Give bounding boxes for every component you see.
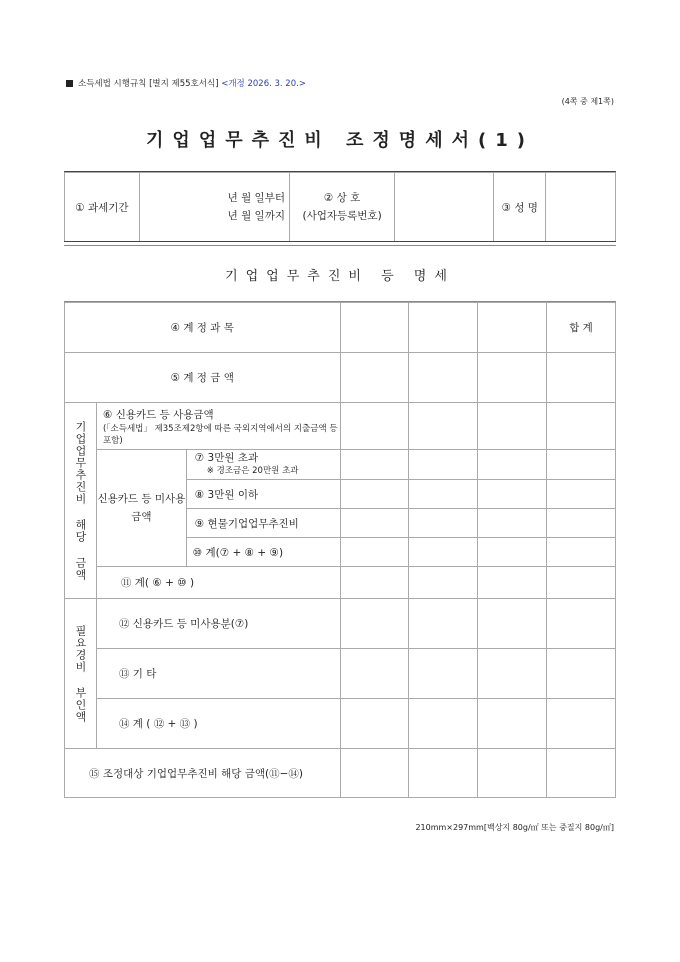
total-14-label: ⑭ 계 ( ⑫ + ⑬ ) xyxy=(96,699,340,749)
other-label: ⑬ 기 타 xyxy=(96,649,340,699)
cell[interactable] xyxy=(409,480,478,509)
cell[interactable] xyxy=(409,749,478,798)
cell[interactable] xyxy=(547,749,616,798)
details-title: 기업업무추진비 등 명세 xyxy=(225,269,455,284)
details-table xyxy=(64,302,616,798)
cell[interactable] xyxy=(478,599,547,649)
card-usage-label: ⑥ 신용카드 등 사용금액 (「소득세법」 제35조제2항에 따른 국외지역에서의 지출금액 등 포함) xyxy=(96,403,340,450)
side-label-disallowed: 필요경비 부인액 xyxy=(65,599,97,749)
cell[interactable] xyxy=(340,699,409,749)
trade-name-field[interactable] xyxy=(395,173,494,242)
in-kind-label: ⑨ 현물기업업무추진비 xyxy=(186,509,340,538)
cell[interactable] xyxy=(547,699,616,749)
cell[interactable] xyxy=(547,403,616,450)
cell[interactable] xyxy=(340,303,409,353)
revision-date: <개정 2026. 3. 20.> xyxy=(221,79,306,89)
cell[interactable] xyxy=(340,450,409,480)
cell[interactable] xyxy=(478,699,547,749)
cell[interactable] xyxy=(478,509,547,538)
info-table xyxy=(64,172,616,242)
cell[interactable] xyxy=(478,403,547,450)
cell[interactable] xyxy=(340,749,409,798)
page-info: (4쪽 중 제1쪽) xyxy=(561,97,614,106)
period-cell[interactable]: 년 월 일부터 년 월 일까지 xyxy=(139,173,289,242)
cell[interactable] xyxy=(340,538,409,567)
cell[interactable] xyxy=(547,649,616,699)
cell[interactable] xyxy=(478,480,547,509)
cell[interactable] xyxy=(478,567,547,599)
cell[interactable] xyxy=(409,450,478,480)
cell[interactable] xyxy=(547,538,616,567)
cell[interactable] xyxy=(409,699,478,749)
square-bullet-icon xyxy=(66,80,73,87)
account-subject-label: ④ 계 정 과 목 xyxy=(65,303,341,353)
total-11-label: ⑪ 계( ⑥ + ⑩ ) xyxy=(96,567,340,599)
side-label-amount: 기업업무추진비 해당 금액 xyxy=(65,403,97,599)
cell[interactable] xyxy=(478,749,547,798)
cell[interactable] xyxy=(409,509,478,538)
over-30k-label: ⑦ 3만원 초과 ※ 경조금은 20만원 초과 xyxy=(186,450,340,480)
cell[interactable] xyxy=(409,403,478,450)
cell[interactable] xyxy=(478,303,547,353)
cell[interactable] xyxy=(340,403,409,450)
cell[interactable] xyxy=(547,567,616,599)
unused-card-label: ⑫ 신용카드 등 미사용분(⑦) xyxy=(96,599,340,649)
total-label: 합 계 xyxy=(547,303,616,353)
cell[interactable] xyxy=(340,567,409,599)
cell[interactable] xyxy=(478,649,547,699)
form-reference: 소득세법 시행규칙 [별지 제55호서식] <개정 2026. 3. 20.> xyxy=(66,77,306,89)
cell[interactable] xyxy=(478,450,547,480)
cell[interactable] xyxy=(547,450,616,480)
cell[interactable] xyxy=(547,599,616,649)
cell[interactable] xyxy=(340,509,409,538)
trade-name-label: ② 상 호 (사업자등록번호) xyxy=(289,173,394,242)
name-field[interactable] xyxy=(546,173,616,242)
cell[interactable] xyxy=(547,509,616,538)
cell[interactable] xyxy=(409,649,478,699)
name-label: ③ 성 명 xyxy=(494,173,546,242)
cell[interactable] xyxy=(547,480,616,509)
form-title: 기업업무추진비 조정명세서(1) xyxy=(146,130,534,151)
cell[interactable] xyxy=(409,538,478,567)
cell[interactable] xyxy=(409,303,478,353)
account-amount-label: ⑤ 계 정 금 액 xyxy=(65,353,341,403)
cell[interactable] xyxy=(547,353,616,403)
under-30k-label: ⑧ 3만원 이하 xyxy=(186,480,340,509)
adjusted-label: ⑮ 조정대상 기업업무추진비 해당 금액(⑪−⑭) xyxy=(65,749,341,798)
cell[interactable] xyxy=(409,567,478,599)
cell[interactable] xyxy=(409,599,478,649)
unused-group-label: 신용카드 등 미사용금액 xyxy=(96,450,186,567)
cell[interactable] xyxy=(340,599,409,649)
cell[interactable] xyxy=(340,353,409,403)
cell[interactable] xyxy=(478,353,547,403)
period-label: ① 과세기간 xyxy=(65,173,140,242)
cell[interactable] xyxy=(409,353,478,403)
cell[interactable] xyxy=(478,538,547,567)
paper-spec: 210mm×297mm[백상지 80g/㎡ 또는 중질지 80g/㎡] xyxy=(415,823,614,832)
cell[interactable] xyxy=(340,480,409,509)
cell[interactable] xyxy=(340,649,409,699)
subtotal-label: ⑩ 계(⑦ + ⑧ + ⑨) xyxy=(186,538,340,567)
